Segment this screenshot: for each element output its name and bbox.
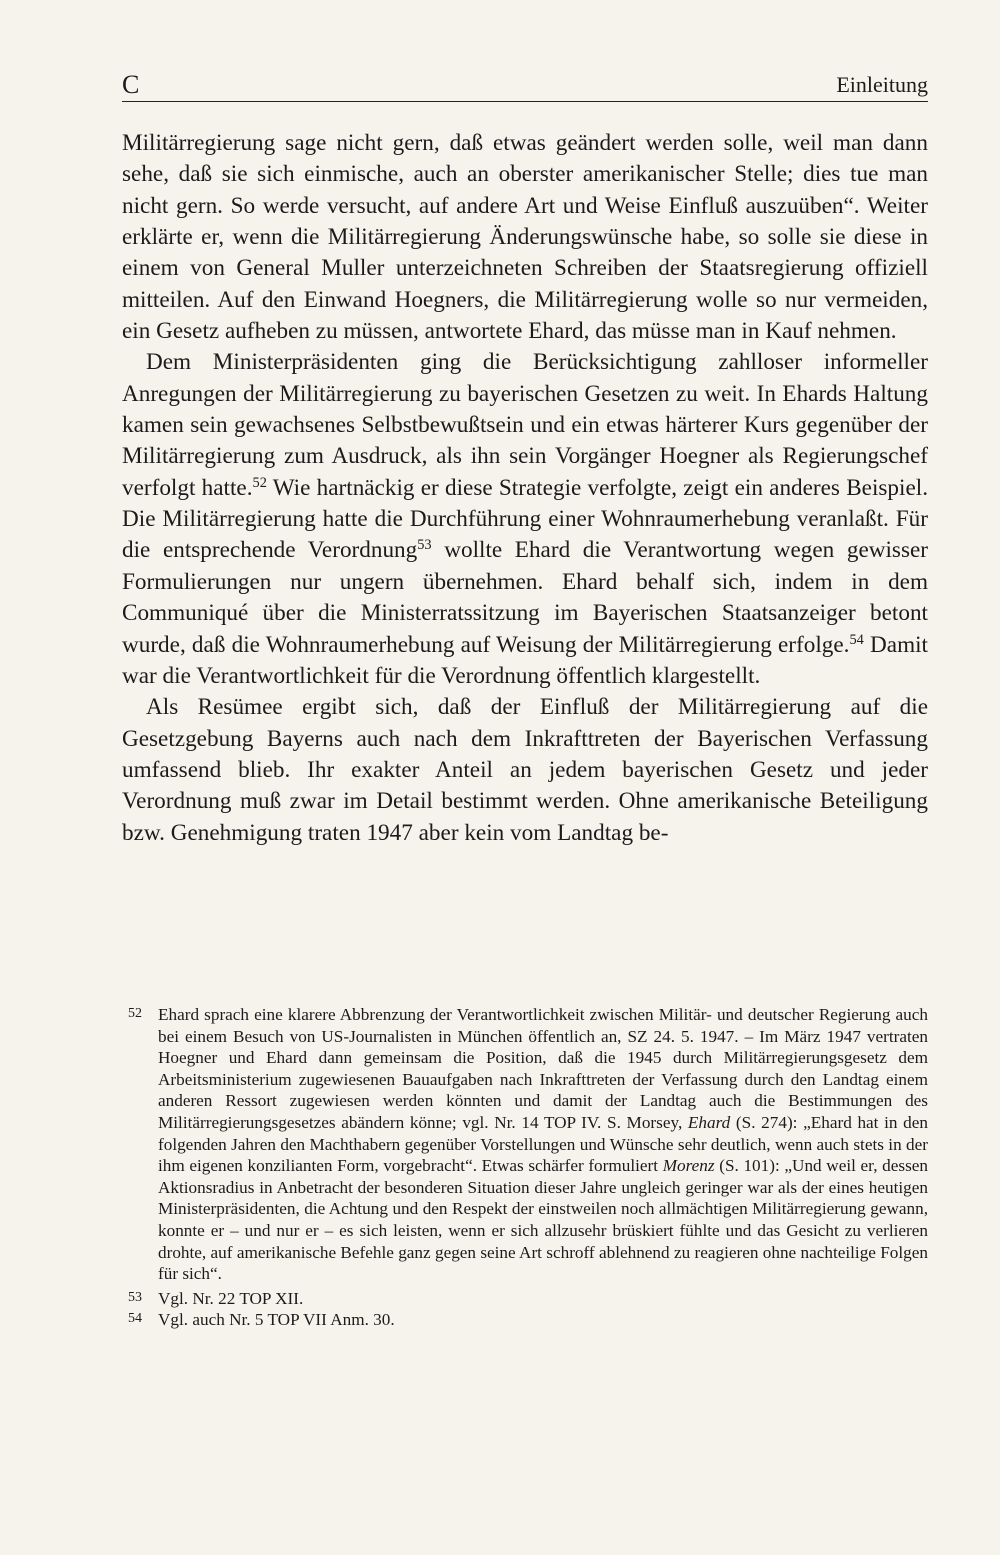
footnote-ref-53[interactable]: 53 xyxy=(417,537,432,554)
footnote-text-part: (S. 101): „Und weil er, dessen Aktionsradius in Anbetracht der besonderen Situation dieser Jahre ungleich geringer war als der eines heutigen Ministerpräsidenten, die Achtung und den Respekt der einstweilen noch allmächtigen Militärregierung gewann, konnte er – und nur er – es sich leisten, wenn er sich allzusehr brüskiert fühlte und das Gesicht zu verlieren drohte, auf amerikanische Befehle ganz gegen seine Art schroff ablehnend zu reagieren ohne nachteilige Folgen für sich“. xyxy=(158,1156,928,1284)
paragraph-1: Militärregierung sage nicht gern, daß etwas geändert werden solle, weil man dann sehe, daß sie sich einmische, auch an oberster amerikanischer Stelle; dies tue man nicht gern. So werde versucht, auf andere Art und Weise Einfluß auszuüben“. Weiter erklärte er, wenn die Militärregierung Änderungswünsche habe, so solle sie diese in einem von General Muller unterzeichneten Schreiben der Staatsregierung offiziell mitteilen. Auf den Einwand Hoegners, die Militärregierung wolle so nur vermeiden, ein Gesetz aufheben zu müssen, antwortete Ehard, das müsse man in Kauf nehmen. xyxy=(122,130,928,345)
footnote-text: Vgl. Nr. 22 TOP XII. xyxy=(158,1288,304,1308)
footnote-text: Vgl. auch Nr. 5 TOP VII Anm. 30. xyxy=(158,1310,395,1330)
running-title: Einleitung xyxy=(836,72,928,97)
page-number: C xyxy=(122,70,140,99)
footnote-ref-54[interactable]: 54 xyxy=(849,631,864,648)
paragraph-2-part-a: Dem Ministerpräsidenten ging die Berücksichtigung zahlloser informeller Anregungen der Militärregierung zu bayerischen Gesetzen zu weit. In Ehards Haltung kamen sein gewachsenes Selbstbewußtsein und ein etwas härterer Kurs gegenüber der Militärregierung zum Ausdruck, als ihn sein Vorgänger Hoegner als Regierungschef verfolgt hatte. xyxy=(122,349,928,501)
author-name-italic: Morenz xyxy=(662,1156,715,1176)
running-header xyxy=(122,70,928,100)
footnote-number: 52 xyxy=(128,1006,142,1021)
paragraph-2 xyxy=(122,347,928,692)
footnote-53 xyxy=(122,1288,928,1310)
paragraph-2-part-b: Wie hartnäckig er diese Strategie verfolgte, zeigt ein anderes Beispiel. Die Militärregierung hatte die Durchführung einer Wohnraumerhebung veranlaßt. Für die entsprechende Verordnung xyxy=(122,474,928,564)
footnote-text-part: (S. 274): „Ehard hat in den folgenden Jahren den Machthabern gegenüber Vorstellungen und Wünsche sehr deutlich, wenn auch stets in der ihm eigenen konzilianten Form, vorgebracht“. Etwas schärfer formuliert xyxy=(158,1112,928,1176)
footnote-52 xyxy=(122,1004,928,1285)
author-name-italic: Ehard xyxy=(687,1112,731,1132)
paragraph-3: Als Resümee ergibt sich, daß der Einfluß der Militärregierung auf die Gesetzgebung Bayerns auch nach dem Inkrafttreten der Bayerischen Verfassung umfassend blieb. Ihr exakter Anteil an jedem bayerischen Gesetz und jeder Verordnung muß zwar im Detail bestimmt werden. Ohne amerikanische Beteiligung bzw. Genehmigung traten 1947 aber kein vom Landtag be- xyxy=(122,694,928,846)
footnote-text-part: Ehard sprach eine klarere Abbrenzung der Verantwortlichkeit zwischen Militär- und deutscher Regierung auch bei einem Besuch von US-Journalisten in München öffentlich an, SZ 24. 5. 1947. – Im März 1947 vertraten Hoegner und Ehard dann gemeinsam die Position, daß die 1945 durch Militärregierungsgesetz dem Arbeitsministerium zugewiesenen Bauaufgaben nach Inkrafttreten der Verfassung durch den Landtag einem anderen Ressort zugewiesen werden könnten und damit der Landtag auch die Bestimmungen des Militärregierungsgesetzes abändern könne; vgl. Nr. 14 TOP IV. S. Morsey, xyxy=(158,1005,928,1132)
paragraph-2-part-d: Damit war die Verantwortlichkeit für die Verordnung öffentlich klargestellt. xyxy=(122,631,928,689)
main-text xyxy=(122,128,928,849)
paragraph-2-part-c: wollte Ehard die Verantwortung wegen gewisser Formulierungen nur ungern übernehmen. Ehard behalf sich, indem in dem Communiqué über die Ministerratssitzung im Bayerischen Staatsanzeiger betont wurde, daß die Wohnraumerhebung auf Weisung der Militärregierung erfolge. xyxy=(122,537,928,658)
footnote-number: 53 xyxy=(128,1289,142,1305)
footnote-number: 54 xyxy=(128,1311,142,1327)
footnotes xyxy=(122,1004,928,1331)
footnote-text xyxy=(158,1004,928,1285)
footnote-54 xyxy=(122,1309,928,1331)
header-rule xyxy=(122,101,928,102)
footnote-ref-52[interactable]: 52 xyxy=(252,474,267,491)
